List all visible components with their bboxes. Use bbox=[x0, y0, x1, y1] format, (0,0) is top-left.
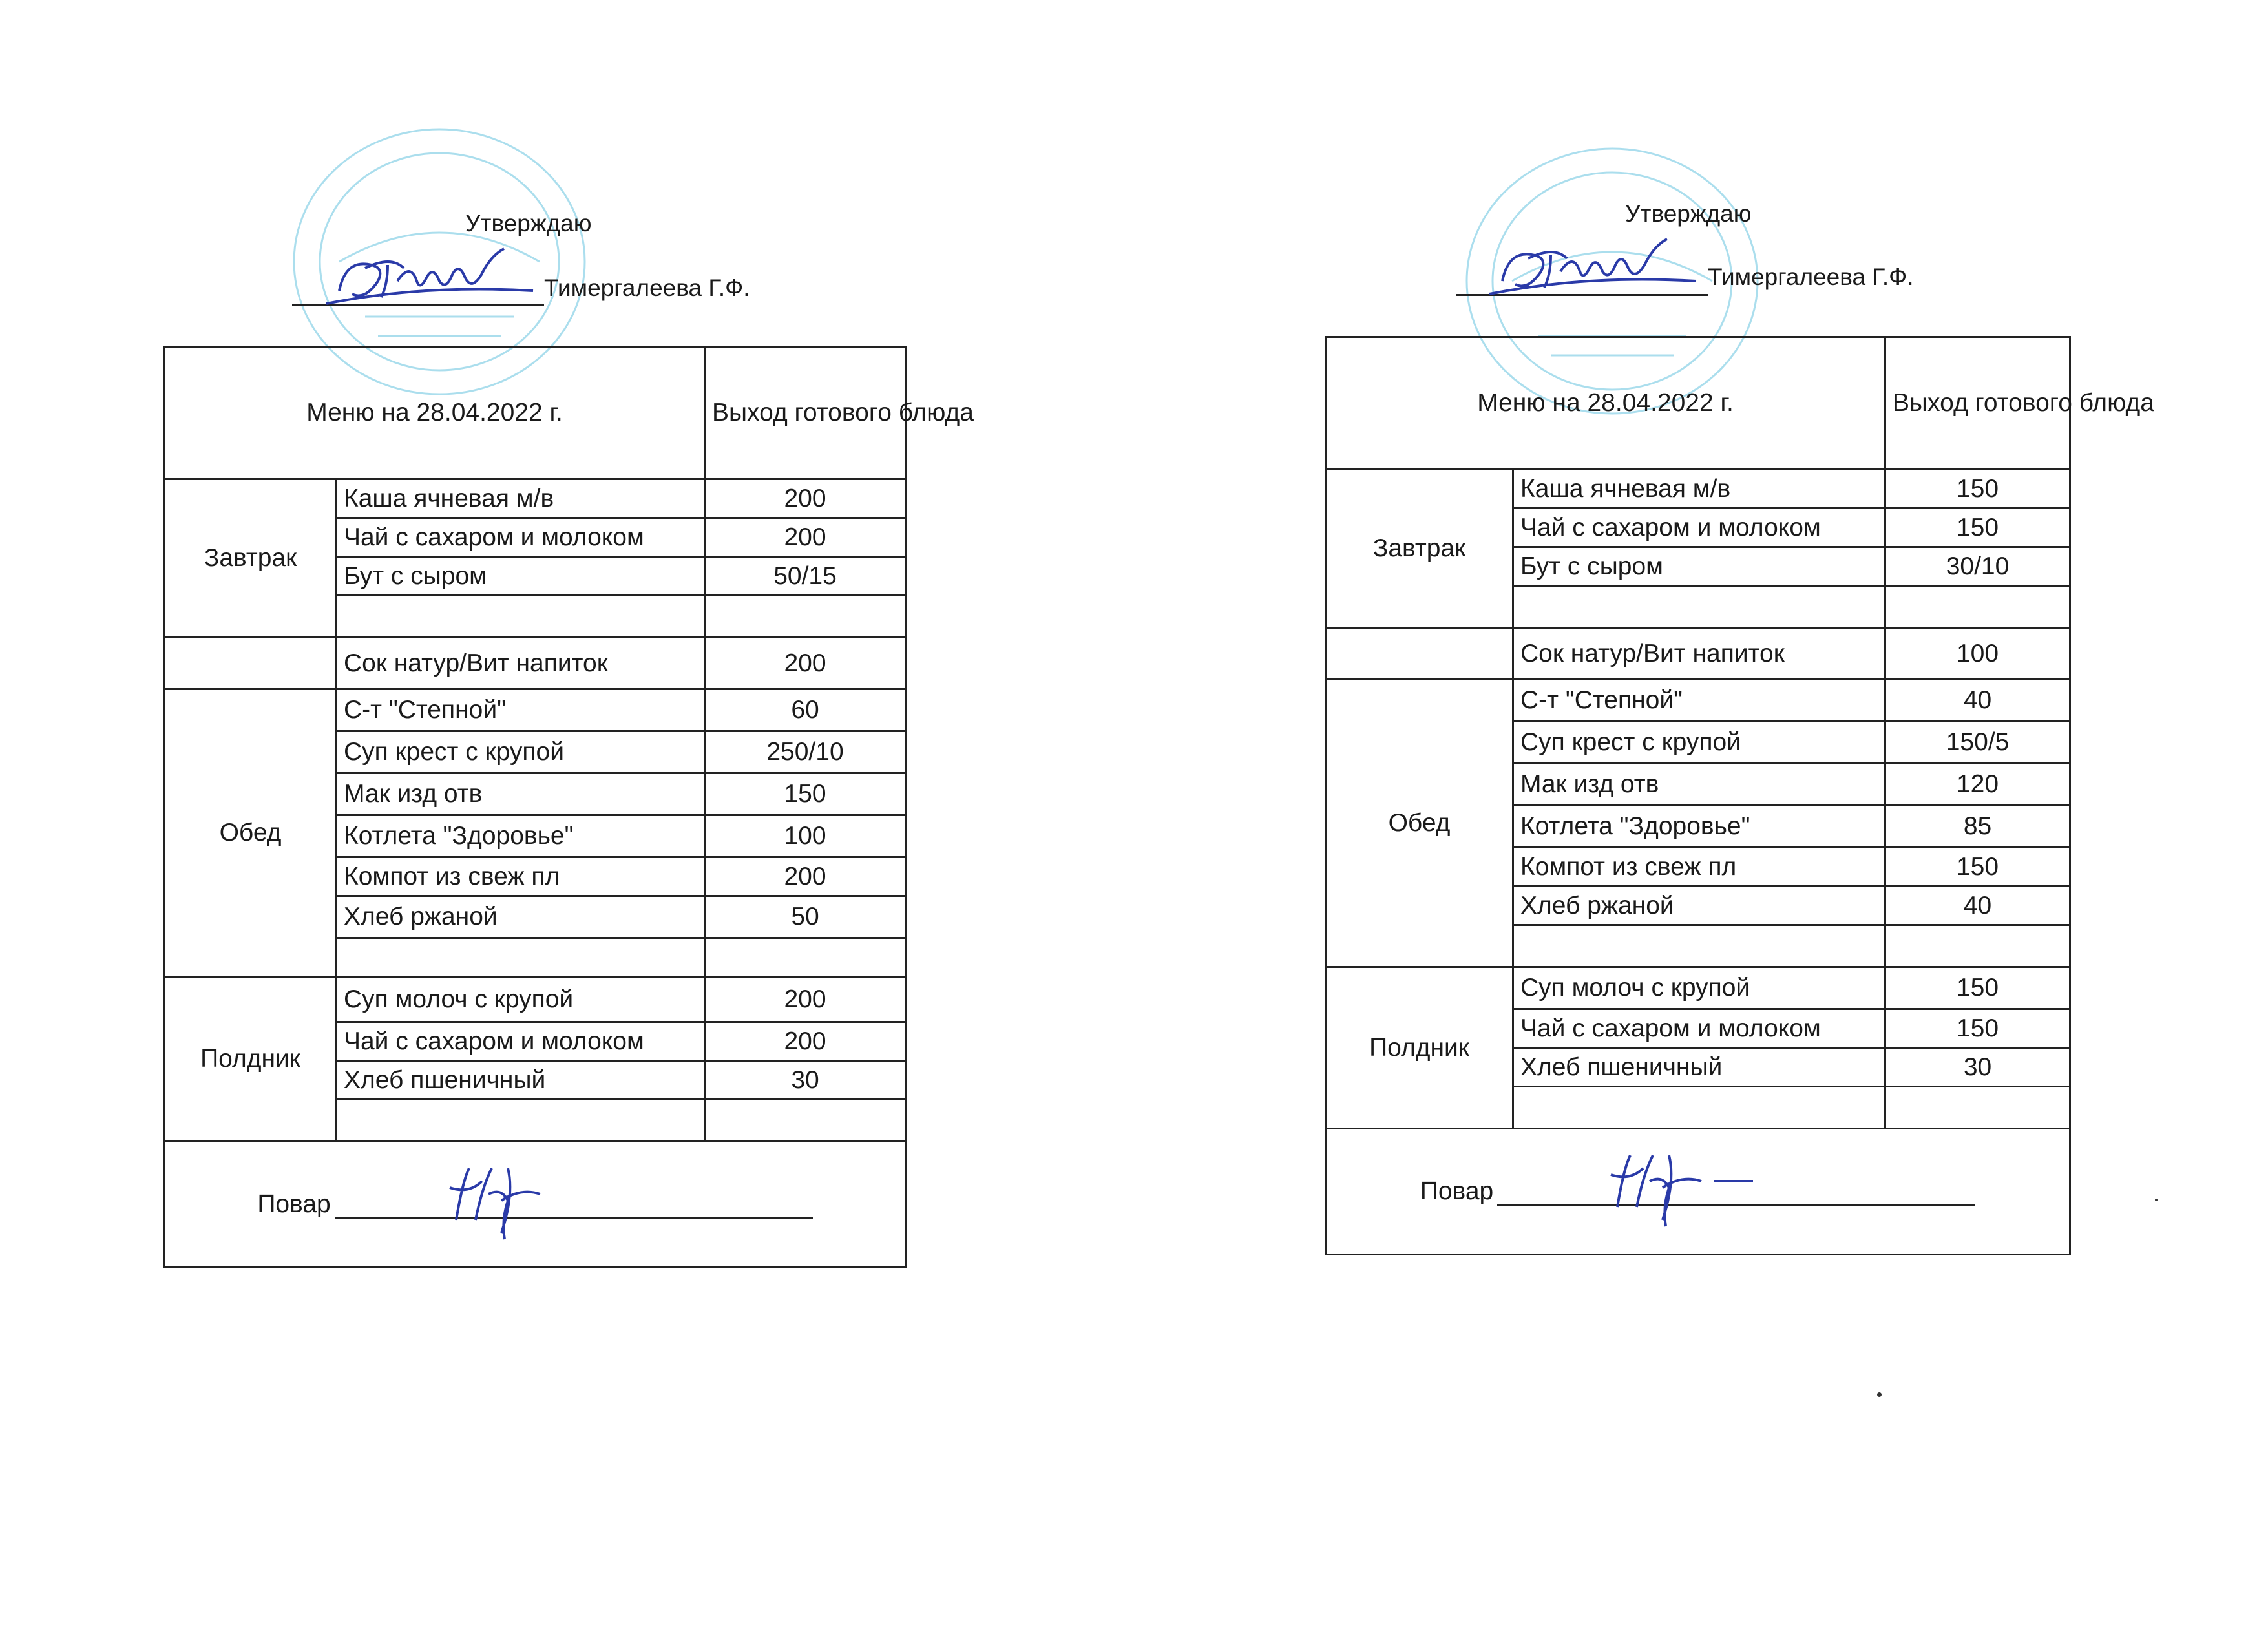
dish-qty: 50/15 bbox=[705, 557, 906, 596]
section-snack: Полдник bbox=[165, 977, 337, 1142]
dish-name: Хлеб ржаной bbox=[337, 896, 705, 938]
dish-qty: 250/10 bbox=[705, 731, 906, 773]
dish-name: Хлеб ржаной bbox=[1513, 887, 1885, 925]
cook-signature-icon bbox=[437, 1149, 566, 1246]
dish-qty: 150/5 bbox=[1885, 722, 2070, 764]
section-lunch: Обед bbox=[1326, 680, 1513, 967]
signer-name: Тимергалеева Г.Ф. bbox=[1708, 264, 1914, 290]
dish-name: Суп молоч с крупой bbox=[337, 977, 705, 1022]
director-signature-icon bbox=[1489, 233, 1709, 304]
section-snack: Полдник bbox=[1326, 967, 1513, 1129]
dish-name: Мак изд отв bbox=[1513, 764, 1885, 806]
dish-qty: 85 bbox=[1885, 806, 2070, 848]
dish-name: Чай с сахаром и молоком bbox=[337, 518, 705, 557]
dish-name bbox=[1513, 1087, 1885, 1129]
dish-qty: 150 bbox=[1885, 470, 2070, 509]
dish-qty: 40 bbox=[1885, 887, 2070, 925]
dish-qty: 60 bbox=[705, 689, 906, 731]
output-header: Выход готового блюда bbox=[705, 347, 906, 479]
dish-qty: 200 bbox=[705, 479, 906, 518]
menu-title: Меню на 28.04.2022 г. bbox=[165, 347, 705, 479]
approve-word: Утверждаю bbox=[1625, 200, 1752, 227]
cook-label: Повар bbox=[1420, 1177, 1494, 1205]
section-empty bbox=[165, 638, 337, 689]
dish-name: Мак изд отв bbox=[337, 773, 705, 815]
dish-name: Котлета "Здоровье" bbox=[337, 815, 705, 857]
approve-word: Утверждаю bbox=[465, 210, 592, 236]
section-empty bbox=[1326, 628, 1513, 680]
section-lunch: Обед bbox=[165, 689, 337, 977]
dish-name: Котлета "Здоровье" bbox=[1513, 806, 1885, 848]
dish-name: Бут с сыром bbox=[337, 557, 705, 596]
dish-name: Компот из свеж пл bbox=[1513, 848, 1885, 887]
dish-qty bbox=[705, 1100, 906, 1142]
dish-name: Чай с сахаром и молоком bbox=[1513, 1009, 1885, 1048]
menu-table-left bbox=[163, 346, 974, 1268]
scan-speck bbox=[2155, 1199, 2158, 1201]
dish-qty: 100 bbox=[705, 815, 906, 857]
dish-name bbox=[337, 938, 705, 977]
cook-signature-icon bbox=[1598, 1136, 1766, 1233]
dish-name bbox=[1513, 925, 1885, 967]
dish-name: Суп крест с крупой bbox=[1513, 722, 1885, 764]
dish-qty: 150 bbox=[705, 773, 906, 815]
dish-name: Сок натур/Вит напиток bbox=[337, 638, 705, 689]
output-header: Выход готового блюда bbox=[1885, 337, 2070, 470]
dish-qty: 200 bbox=[705, 638, 906, 689]
dish-name: Суп крест с крупой bbox=[337, 731, 705, 773]
cook-signature-line bbox=[335, 1191, 813, 1219]
dish-name: С-т "Степной" bbox=[1513, 680, 1885, 722]
section-breakfast: Завтрак bbox=[165, 479, 337, 638]
dish-name: Сок натур/Вит напиток bbox=[1513, 628, 1885, 680]
dish-name: Хлеб пшеничный bbox=[1513, 1048, 1885, 1087]
dish-qty: 200 bbox=[705, 1022, 906, 1061]
signer-name: Тимергалеева Г.Ф. bbox=[544, 275, 750, 301]
dish-name: Каша ячневая м/в bbox=[337, 479, 705, 518]
dish-name: Чай с сахаром и молоком bbox=[1513, 509, 1885, 547]
cook-footer bbox=[1326, 1129, 2070, 1255]
dish-qty: 200 bbox=[705, 857, 906, 896]
dish-qty: 30 bbox=[1885, 1048, 2070, 1087]
dish-qty: 50 bbox=[705, 896, 906, 938]
dish-name: Чай с сахаром и молоком bbox=[337, 1022, 705, 1061]
dish-name: Хлеб пшеничный bbox=[337, 1061, 705, 1100]
dish-name: Каша ячневая м/в bbox=[1513, 470, 1885, 509]
dish-qty bbox=[705, 596, 906, 638]
dish-qty: 40 bbox=[1885, 680, 2070, 722]
dish-qty: 200 bbox=[705, 977, 906, 1022]
dish-qty: 150 bbox=[1885, 509, 2070, 547]
dish-qty bbox=[1885, 586, 2070, 628]
dish-name: Бут с сыром bbox=[1513, 547, 1885, 586]
director-signature-icon bbox=[326, 242, 546, 313]
dish-qty: 100 bbox=[1885, 628, 2070, 680]
dish-qty bbox=[1885, 1087, 2070, 1129]
dish-name: С-т "Степной" bbox=[337, 689, 705, 731]
menu-table-right bbox=[1325, 336, 2154, 1255]
dish-name bbox=[337, 596, 705, 638]
scan-speck bbox=[1877, 1392, 1882, 1397]
dish-name: Компот из свеж пл bbox=[337, 857, 705, 896]
section-breakfast: Завтрак bbox=[1326, 470, 1513, 628]
cook-label: Повар bbox=[257, 1190, 331, 1218]
dish-name bbox=[1513, 586, 1885, 628]
dish-qty: 200 bbox=[705, 518, 906, 557]
dish-qty: 30/10 bbox=[1885, 547, 2070, 586]
dish-qty bbox=[705, 938, 906, 977]
dish-qty: 150 bbox=[1885, 1009, 2070, 1048]
dish-qty: 120 bbox=[1885, 764, 2070, 806]
cook-footer bbox=[165, 1142, 906, 1268]
dish-name bbox=[337, 1100, 705, 1142]
dish-qty bbox=[1885, 925, 2070, 967]
dish-qty: 150 bbox=[1885, 967, 2070, 1009]
menu-right bbox=[1134, 0, 2268, 1649]
dish-name: Суп молоч с крупой bbox=[1513, 967, 1885, 1009]
menu-title: Меню на 28.04.2022 г. bbox=[1326, 337, 1885, 470]
dish-qty: 30 bbox=[705, 1061, 906, 1100]
dish-qty: 150 bbox=[1885, 848, 2070, 887]
